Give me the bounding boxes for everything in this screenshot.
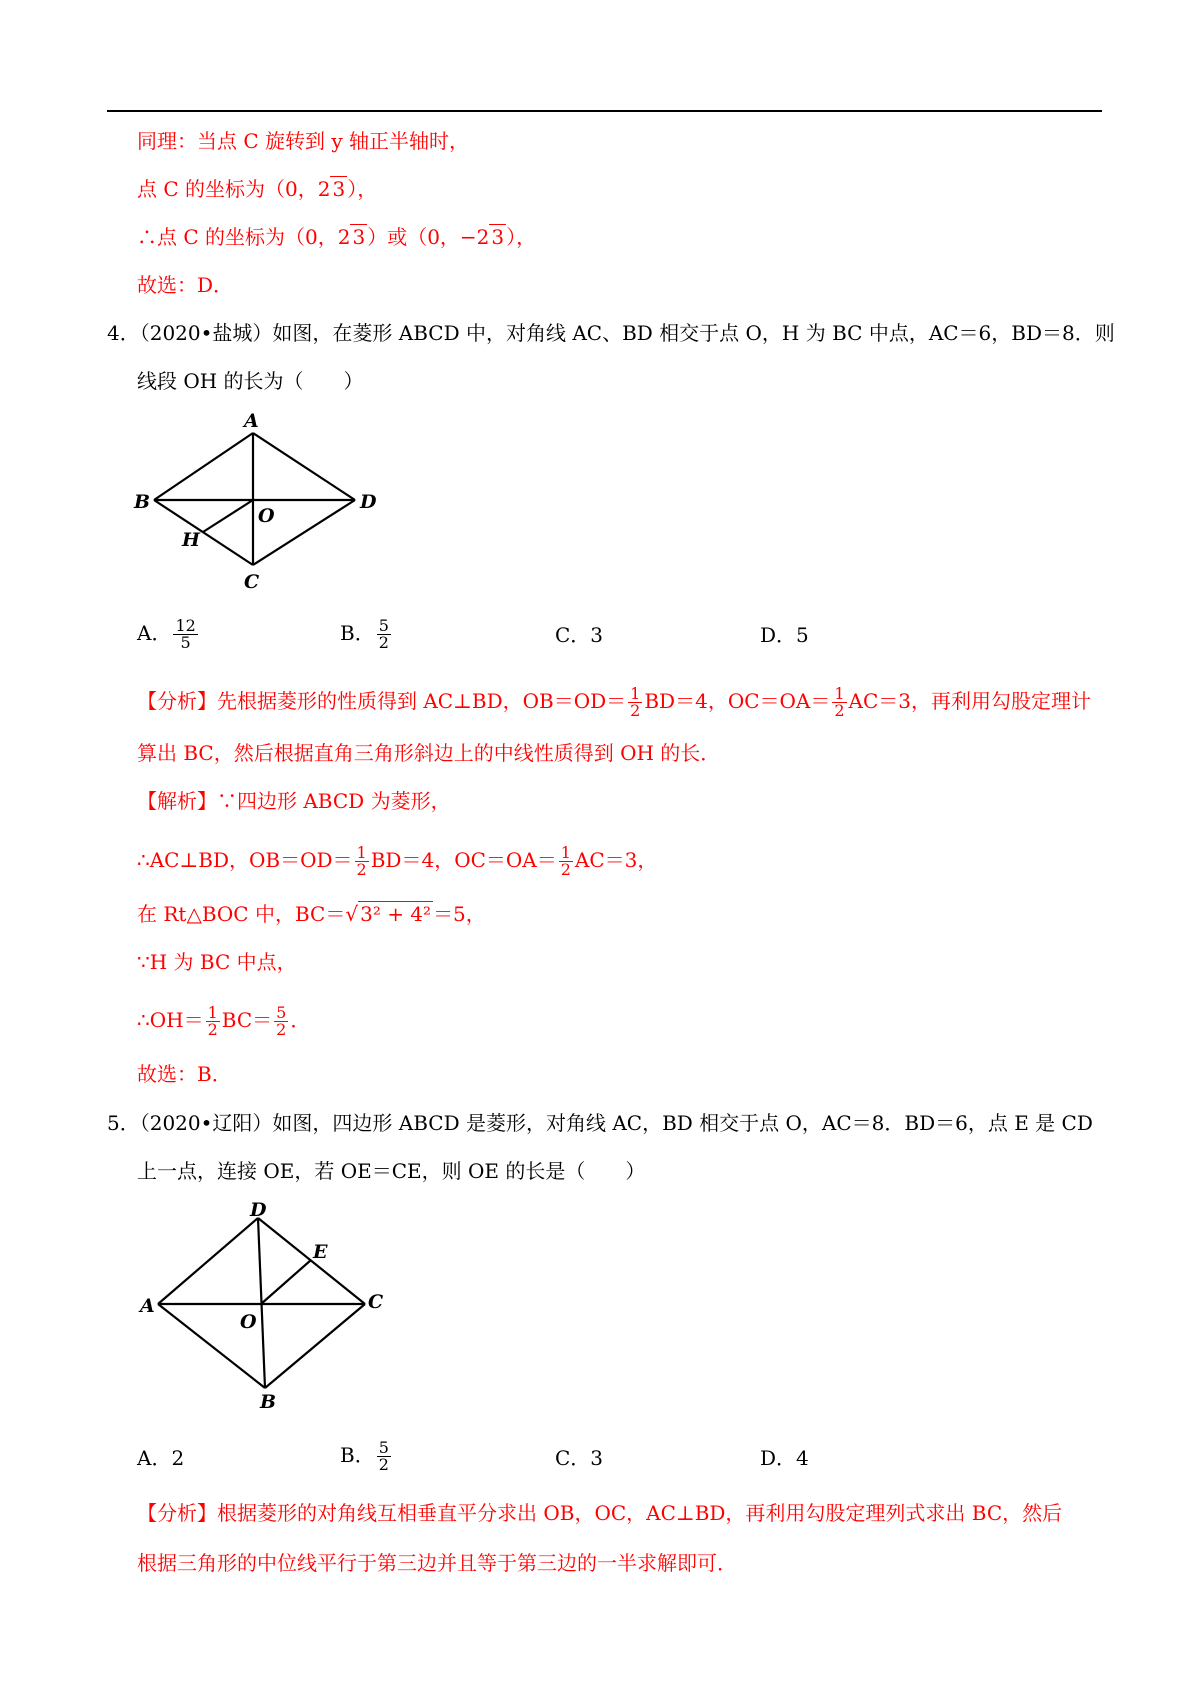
label-H: H: [182, 529, 200, 551]
solution-line: ∴AC⊥BD，OB＝OD＝ $\frac{1}{2}$ BD＝4，OC＝OA＝ $\frac{1}{2}$ AC＝3，: [137, 843, 658, 879]
label-B: B: [134, 491, 151, 513]
option-d: D．4: [760, 1446, 809, 1470]
solution-line: 同理：当点 C 旋转到 y 轴正半轴时，: [137, 129, 470, 153]
solution-line: 在 Rt△BOC 中，BC＝√ 3² + 4² ＝5，: [137, 902, 486, 926]
solution-line: ∴OH＝ $\frac{1}{2}$ BC＝ $\frac{5}{2}$ ．: [137, 1003, 311, 1039]
header-rule: [107, 110, 1102, 112]
label-O: O: [240, 1311, 257, 1333]
label-E: E: [313, 1241, 328, 1263]
solution-line: ∵H 为 BC 中点，: [137, 950, 297, 974]
question-4-stem: 4．（2020•盐城）如图，在菱形 ABCD 中，对角线 AC、BD 相交于点 O，H 为 BC 中点，AC＝6，BD＝8．则: [107, 321, 1115, 345]
option-a: A． $\frac{12}{5}$: [137, 616, 196, 652]
option-c: C．3: [555, 623, 604, 647]
option-c: C．3: [555, 1446, 604, 1470]
analysis-line: 根据三角形的中位线平行于第三边并且等于第三边的一半求解即可．: [137, 1551, 737, 1575]
label-D: D: [250, 1200, 267, 1221]
option-b: B． $\frac{5}{2}$: [340, 1438, 389, 1474]
option-d: D．5: [760, 623, 809, 647]
label-C: C: [244, 571, 260, 593]
rhombus-figure-q4: [120, 405, 390, 595]
analysis-line: 【分析】先根据菱形的性质得到 AC⊥BD，OB＝OD＝ $\frac{1}{2}$ BD＝4，OC＝OA＝ $\frac{1}{2}$ AC＝3，再利用勾股定理计: [137, 684, 1092, 720]
answer-choice: 故选：B．: [137, 1062, 232, 1086]
option-a: A．2: [137, 1446, 185, 1470]
solution-line: 点 C 的坐标为（0，2 3 ），: [137, 177, 378, 201]
label-D: D: [360, 491, 377, 513]
label-O: O: [258, 505, 275, 527]
label-A: A: [244, 410, 259, 432]
analysis-line: 【分析】根据菱形的对角线互相垂直平分求出 OB，OC，AC⊥BD，再利用勾股定理列式求出 BC，然后: [137, 1501, 1063, 1525]
analysis-line: 算出 BC，然后根据直角三角形斜边上的中线性质得到 OH 的长．: [137, 741, 721, 765]
label-A: A: [140, 1295, 155, 1317]
label-C: C: [368, 1291, 384, 1313]
question-5-stem: 5．（2020•辽阳）如图，四边形 ABCD 是菱形，对角线 AC，BD 相交于点 O，AC＝8．BD＝6，点 E 是 CD: [107, 1111, 1093, 1135]
answer-choice: 故选：D．: [137, 273, 234, 297]
rhombus-figure-q5: [130, 1200, 400, 1415]
solution-line: 【解析】∵四边形 ABCD 为菱形，: [137, 789, 451, 813]
label-B: B: [260, 1391, 277, 1413]
option-b: B． $\frac{5}{2}$: [340, 616, 389, 652]
question-5-stem-cont: 上一点，连接 OE，若 OE＝CE，则 OE 的长是（ ）: [137, 1159, 646, 1183]
question-4-stem-cont: 线段 OH 的长为（ ）: [137, 369, 364, 393]
solution-line: ∴点 C 的坐标为（0，2 3 ）或（0，−2 3 ），: [137, 225, 537, 249]
